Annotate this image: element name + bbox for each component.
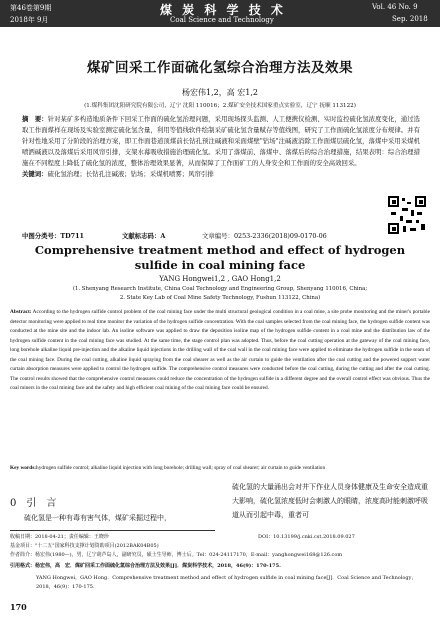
article-title-en-line1: Comprehensive treatment method and effect of hydrogen (34, 243, 406, 257)
journal-header (0, 0, 440, 27)
footnote-doi: DOI：10.13199/j.cnki.cst.2018.09.027 (258, 534, 355, 540)
footnote-received: 收稿日期：2018-04-21；责任编辑：王晓珍 (10, 534, 109, 540)
footnote-citation-cn: 引用格式：杨宏伟，高 宏．煤矿回采工作面硫化氢综合治理方法及效果[J]．煤炭科学技术，2018，46(9)：170-175. (10, 563, 281, 569)
section-heading-introduction: 0 引 言 (10, 498, 57, 509)
abstract-cn (22, 114, 420, 180)
document-code: 文献标志码：A (122, 232, 166, 240)
journal-name-en: Coal Science and Technology (170, 16, 274, 24)
authors-cn: 杨宏伟1,2，高 宏1,2 (182, 88, 258, 97)
date-cn: 2018年 9月 (10, 16, 49, 24)
clc-number: 中图分类号：TD711 (22, 232, 84, 240)
keywords-en (10, 464, 430, 474)
abstract-text-en: According to the hydrogen sulfide control problem of the coal mining face under the multi structural geological condition in a coal mine, a site probe monitoring and the miner's portable detector monitoring were applied to real time monitor the variation of the hydrogen sulfide concentration. With the coal samples selected from the coal mining face, the hydrogen sulfide content was conducted at the mine site and the indoor lab. An isoline software was applied to draw the deposition isoline map of the hydrogen sulfide content in a coal mine and the distribution law of the hydrogen sulfide content in the coal mining face was studied. At the same time, the stage control plan was adopted. Thus, before the coal cutting operation at the gateway of the coal mining face, long borehole alkaline liquid pre-injection and the alkaline liquid injections in the drilling wall of the coal wall in the coal mining face were applied to eliminate the hydrogen sulfide in the seam of the coal mining face. During the coal cutting, alkaline liquid spraying from the coal shearer as well as the air curtain to guide the ventilation after the coal cutting and the powered support water curtain absorption measures were applied to control the hydrogen sulfide. The comprehensive control measures were conducted before the coal cutting, during the cutting and after the coal cutting. The control results showed that the comprehensive control measures could reduce the concentration of the hydrogen sulfide in a different degree and the overall control effect was obvious. Thus the coal miners in the coal mining face and the safety and high efficient coal mining of the coal mining face could be ensured. (10, 309, 430, 391)
date-en: Sep. 2018 (392, 15, 428, 23)
keywords-label-cn: 关键词： (22, 170, 48, 178)
volume-issue-cn: 第46卷第9期 (10, 4, 52, 12)
article-title-cn: 煤矿回采工作面硫化氢综合治理方法及效果 (87, 60, 353, 76)
intro-paragraph-left: 硫化氢是一种有毒有害气体，煤矿采掘过程中， (24, 514, 171, 522)
article-title-en (0, 243, 440, 273)
qr-code (388, 196, 426, 234)
article-number: 文章编号：0253-2336(2018)09-0170-06 (202, 232, 327, 240)
affiliation-en-2: 2. State Key Lab of Coal Mine Safety Technology, Fushun 113122, China) (119, 295, 321, 301)
volume-issue-en: Vol. 46 No. 9 (372, 3, 418, 11)
footnote-divider (10, 530, 215, 531)
keywords-text-en: hydrogen sulfide control; alkaline liquid injection with long borehole; drilling wall; spray of coal shearer; air curtain to guide ventilation (36, 465, 326, 471)
keywords-text-cn: 硫化氢治理；长钻孔注碱液；钻场；采煤机喷雾；风帘引排 (47, 170, 214, 178)
footnote-citation-en-1: YANG Hongwei，GAO Hong．Comprehensive treatment method and effect of hydrogen sulfide in coal mining face[J]．Coal Science and Technology， (36, 575, 417, 581)
abstract-en (10, 308, 430, 394)
intro-paragraph-right: 硫化氢的大量涌出会对井下作业人员身体健康及生命安全造成重大影响，硫化氢浓度低时会刺激人的眼睛，浓度高时能刺激呼吸道从而引起中毒，重者可 (232, 483, 428, 519)
abstract-label-cn: 摘 要： (22, 115, 48, 123)
article-title-en-line2: sulfide in coal mining face (134, 258, 306, 272)
keywords-label-en: Key words: (10, 465, 37, 471)
footnote-author: 作者简介：杨宏伟(1980—)，男，辽宁葫芦岛人，副研究员，硕士生导师，博士后。Tel：024-24117170，E-mail：yanghongwei168@126.com (10, 552, 343, 558)
journal-name-cn: 煤 炭 科 学 技 术 (160, 3, 286, 17)
affiliation-cn: (1.煤科集团沈阳研究院有限公司，辽宁 沈阳 110016；2.煤矿安全技术国家重点实验室，辽宁 抚顺 113122) (84, 103, 356, 109)
footnote-fund: 基金项目："十二五"国家科技支撑计划资助项目(2012BAK04B05) (10, 543, 159, 549)
footnote-citation-en-2: 2018，46(9)：170-175. (36, 584, 95, 590)
page-number: 170 (10, 602, 27, 612)
abstract-text-cn: 针对某矿多构造地质条件下回采工作面的硫化氢治理问题，采用现场探头监测、人工便携仪检测、实时监控硫化氢浓度变化，通过选取工作面煤样在现场及实验室测定硫化氢含量，利用等值线软件绘制采矿硫化氢含量赋存等值线图，研究了工作面硫化氢浓度分布规律。并有针对性地采用了分阶段的治理方案，即工作面巷道顶煤前长钻孔预注碱液和采面煤壁"钻场"注碱液消除工作面煤层硫化氢，落煤中采用采煤机喷洒碱液以及落煤后采用风帘引排，支架水幕吸收措施治理硫化氢。采用了落煤前、落煤中、落煤后的综合治理措施，结果表明：综合治理措施在不同程度上降低了硫化氢的浓度，整体治理效果显著，从而保障了工作面矿工的人身安全和工作面的安全高效回采。 (22, 115, 421, 167)
affiliation-en-1: (1. Shenyang Research Institute, China Coal Technology and Engineering Group, Shenyang 110016, China; (72, 286, 368, 292)
authors-en: YANG Hongwei1,2 , GAO Hong1,2 (159, 275, 281, 283)
abstract-label-en: Abstract: (10, 309, 32, 315)
